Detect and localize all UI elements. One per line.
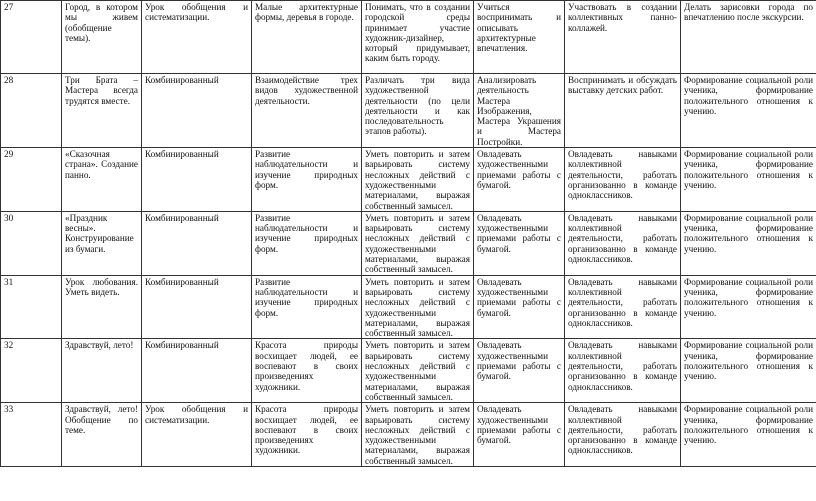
lesson-content: Красота природы восхищает людей, ее воспевают в своих произведениях художники. (252, 403, 362, 467)
lesson-goals: Понимать, что в создании городской среды принимает участие художник-дизайнер, который придумывает, каким быть городу. (362, 1, 474, 74)
lesson-number: 27 (1, 1, 62, 74)
lesson-content: Развитие наблюдательности и изучение природных форм. (252, 211, 362, 275)
lesson-topic: Здравствуй, лето! Обобщение по теме. (62, 403, 142, 467)
lesson-metasubject: Анализировать деятельность Мастера Изображения, Мастера Украшения и Мастера Постройки. (474, 74, 565, 148)
lesson-number: 32 (1, 339, 62, 403)
lesson-personal: Делать зарисовки города по впечатлению после экскурсии. (681, 1, 816, 74)
lesson-communicative: Овладевать навыками коллективной деятельности, работать организованно в команде одноклассников. (565, 211, 681, 275)
lesson-number: 28 (1, 74, 62, 148)
lesson-number: 31 (1, 275, 62, 339)
lesson-number: 33 (1, 403, 62, 467)
lesson-communicative: Овладевать навыками коллективной деятельности, работать организованно в команде одноклассников. (565, 148, 681, 212)
lesson-personal: Формирование социальной роли ученика, формирование положительного отношения к учению. (681, 339, 816, 403)
lesson-personal: Формирование социальной роли ученика, формирование положительного отношения к учению. (681, 403, 816, 467)
lesson-goals: Уметь повторить и затем варьировать систему несложных действий с художественными материалами, выражая собственный замысел. (362, 148, 474, 212)
lesson-type: Комбинированный (142, 211, 252, 275)
lesson-goals: Различать три вида художественной деятельности (по цели деятельности и как последовательность этапов работы). (362, 74, 474, 148)
lesson-metasubject: Овладевать художественными приемами работы с бумагой. (474, 403, 565, 467)
lesson-content: Красота природы восхищает людей, ее воспевают в своих произведениях художники. (252, 339, 362, 403)
lesson-type: Урок обобщения и систематизации. (142, 403, 252, 467)
table-row (1, 74, 816, 148)
lesson-communicative: Участвовать в создании коллективных панно-коллажей. (565, 1, 681, 74)
table-row (1, 275, 816, 339)
lesson-goals: Уметь повторить и затем варьировать систему несложных действий с художественными материалами, выражая собственный замысел. (362, 339, 474, 403)
table-row (1, 148, 816, 212)
lesson-communicative: Овладевать навыками коллективной деятельности, работать организованно в команде одноклассников. (565, 339, 681, 403)
lesson-communicative: Овладевать навыками коллективной деятельности, работать организованно в команде одноклассников. (565, 403, 681, 467)
lesson-metasubject: Овладевать художественными приемами работы с бумагой. (474, 275, 565, 339)
lesson-goals: Уметь повторить и затем варьировать систему несложных действий с художественными материалами, выражая собственный замысел. (362, 275, 474, 339)
lesson-personal: Формирование социальной роли ученика, формирование положительного отношения к учению. (681, 74, 816, 148)
table-row (1, 211, 816, 275)
lesson-communicative: Воспринимать и обсуждать выставку детских работ. (565, 74, 681, 148)
lesson-topic: «Праздник весны». Конструирование из бумаги. (62, 211, 142, 275)
lesson-personal: Формирование социальной роли ученика, формирование положительного отношения к учению. (681, 211, 816, 275)
table-row (1, 339, 816, 403)
lesson-topic: Три Брата – Мастера всегда трудятся вместе. (62, 74, 142, 148)
lesson-personal: Формирование социальной роли ученика, формирование положительного отношения к учению. (681, 275, 816, 339)
lesson-goals: Уметь повторить и затем варьировать систему несложных действий с художественными материалами, выражая собственный замысел. (362, 403, 474, 467)
lesson-goals: Уметь повторить и затем варьировать систему несложных действий с художественными материалами, выражая собственный замысел. (362, 211, 474, 275)
lesson-number: 29 (1, 148, 62, 212)
lesson-content: Взаимодействие трех видов художественной деятельности. (252, 74, 362, 148)
table-row (1, 1, 816, 74)
table-row (1, 403, 816, 467)
lesson-type: Комбинированный (142, 74, 252, 148)
lesson-topic: Урок любования. Уметь видеть. (62, 275, 142, 339)
lesson-content: Малые архитектурные формы, деревья в городе. (252, 1, 362, 74)
lesson-type: Комбинированный (142, 148, 252, 212)
lesson-topic: «Сказочная страна». Создание панно. (62, 148, 142, 212)
lesson-personal: Формирование социальной роли ученика, формирование положительного отношения к учению. (681, 148, 816, 212)
lesson-metasubject: Учиться воспринимать и описывать архитектурные впечатления. (474, 1, 565, 74)
lesson-metasubject: Овладевать художественными приемами работы с бумагой. (474, 148, 565, 212)
lesson-number: 30 (1, 211, 62, 275)
lesson-content: Развитие наблюдательности и изучение природных форм. (252, 148, 362, 212)
lesson-type: Комбинированный (142, 275, 252, 339)
lesson-topic: Город, в котором мы живем (обобщение темы). (62, 1, 142, 74)
lesson-type: Урок обобщения и систематизации. (142, 1, 252, 74)
lesson-metasubject: Овладевать художественными приемами работы с бумагой. (474, 211, 565, 275)
lesson-topic: Здравствуй, лето! (62, 339, 142, 403)
lesson-metasubject: Овладевать художественными приемами работы с бумагой. (474, 339, 565, 403)
lesson-communicative: Овладевать навыками коллективной деятельности, работать организованно в команде одноклассников. (565, 275, 681, 339)
lesson-type: Комбинированный (142, 339, 252, 403)
lesson-content: Развитие наблюдательности и изучение природных форм. (252, 275, 362, 339)
